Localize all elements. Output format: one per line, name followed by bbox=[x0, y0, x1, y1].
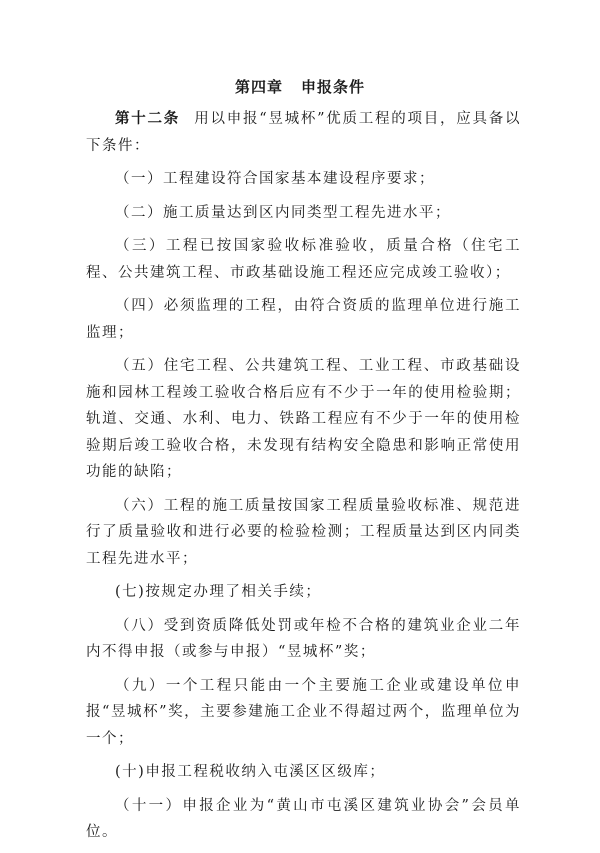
condition-item-1: （一）工程建设符合国家基本建设程序要求； bbox=[115, 171, 435, 187]
condition-item-7: (七)按规定办理了相关手续； bbox=[115, 584, 322, 600]
condition-item-4: （四）必须监理的工程，由符合资质的监理单位进行施工监理； bbox=[86, 298, 521, 341]
article-body bbox=[86, 106, 521, 853]
condition-item-5: （五）住宅工程、公共建筑工程、工业工程、市政基础设施和园林工程竣工验收合格后应有不少于一年的使用检验期；轨道、交通、水利、电力、铁路工程应有不少于一年的使用检验期后竣工验收合格，未发现有结构安全隐患和影响正常使用功能的缺陷； bbox=[86, 358, 521, 480]
chapter-name: 申报条件 bbox=[301, 78, 366, 96]
condition-item-10: (十)申报工程税收纳入屯溪区区级库； bbox=[115, 764, 386, 780]
condition-item-9: （九）一个工程只能由一个主要施工企业或建设单位申报“昱城杯”奖，主要参建施工企业不得超过两个，监理单位为一个； bbox=[86, 677, 521, 747]
condition-item-11: （十一）申报企业为“黄山市屯溪区建筑业协会”会员单位。 bbox=[86, 797, 521, 840]
condition-item-6: （六）工程的施工质量按国家工程质量验收标准、规范进行了质量验收和进行必要的检验检测；工程质量达到区内同类工程先进水平； bbox=[86, 497, 521, 567]
condition-item-3: （三）工程已按国家验收标准验收，质量合格（住宅工程、公共建筑工程、市政基础设施工程还应完成竣工验收）； bbox=[86, 238, 521, 281]
condition-item-8: （八）受到资质降低处罚或年检不合格的建筑业企业二年内不得申报（或参与申报）“昱城杯”奖； bbox=[86, 617, 521, 660]
chapter-title bbox=[0, 76, 600, 97]
article-intro: 用以申报“昱城杯”优质工程的项目，应具备以下条件： bbox=[86, 111, 522, 154]
condition-item-2: （二）施工质量达到区内同类型工程先进水平； bbox=[115, 204, 451, 221]
article-number: 第十二条 bbox=[115, 110, 180, 127]
article-intro-paragraph bbox=[86, 106, 521, 159]
chapter-number: 第四章 bbox=[234, 78, 283, 96]
